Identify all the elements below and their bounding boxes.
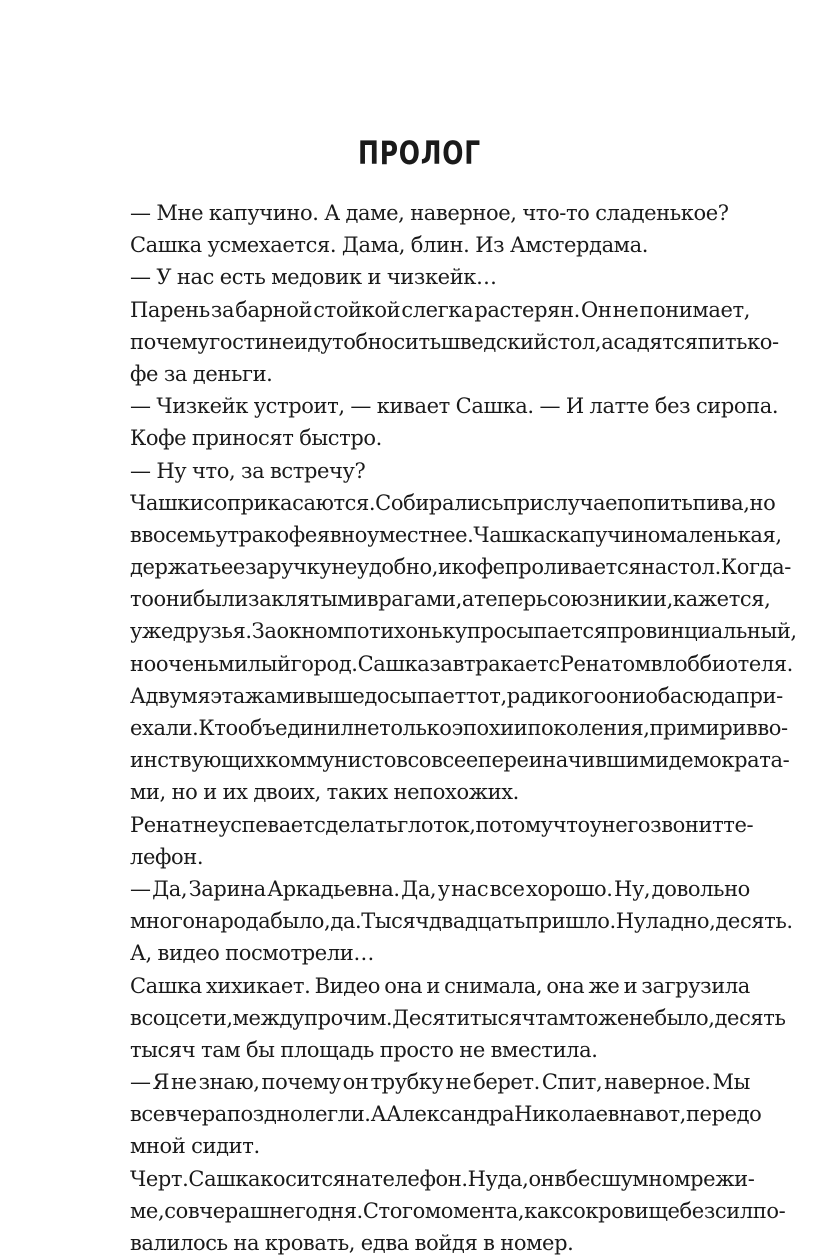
text-line: валилось на кровать, едва войдя в номер. — [130, 1231, 574, 1255]
text-line: много народа было, да. Тысяч двадцать пришло. Ну ладно, десять. — [130, 909, 793, 934]
text-line: — Мне капучино. А даме, наверное, что-то сладенькое? — [130, 201, 729, 225]
text-line: инствующих коммунистов со всее переиначившими демократа- — [130, 748, 790, 773]
text-line: фе за деньги. — [130, 361, 273, 386]
text-line: в восемь утра кофе явно уместнее. Чашка с капучино маленькая, — [130, 522, 782, 547]
text-line: уже друзья. За окном потихоньку просыпается провинциальный, — [130, 619, 797, 644]
text-line: Кофе приносят быстро. — [130, 426, 382, 451]
text-line: Ренат не успевает сделать глоток, потому что у него звонит те- — [130, 812, 754, 837]
text-line: держать ее за ручку неудобно, и кофе проливается на стол. Когда- — [130, 555, 791, 580]
text-line: — У нас есть медовик и чизкейк… — [130, 265, 497, 290]
chapter-title: ПРОЛОГ — [358, 134, 481, 172]
text-line: — Я не знаю, почему он трубку не берет. Спит, наверное. Мы — [130, 1070, 750, 1095]
text-line: но очень милый город. Сашка завтракает с Ренатом в лобби отеля. — [130, 651, 793, 676]
text-line: Черт. Сашка косится на телефон. Ну да, он в бесшумном режи- — [130, 1166, 755, 1191]
text-line: А двумя этажами выше досыпает тот, ради кого они оба сюда при- — [130, 683, 783, 708]
text-line: Чашки соприкасаются. Собирались при случае попить пива, но — [130, 490, 776, 515]
text-line: то они были заклятыми врагами, а теперь союзники и, кажется, — [130, 587, 771, 612]
text-line: — Да, Зарина Аркадьевна. Да, у нас все хорошо. Ну, довольно — [130, 876, 750, 901]
text-line: в соцсети, между прочим. Десяти тысяч там тоже не было, десять — [130, 1005, 786, 1030]
text-line: лефон. — [130, 844, 204, 869]
text-line: мной сидит. — [130, 1134, 260, 1159]
text-line: — Ну что, за встречу? — [130, 458, 366, 483]
text-line: ме, со вчерашнего дня. С того момента, как сокровище без сил по- — [130, 1198, 786, 1223]
text-line: Парень за барной стойкой слегка растерян. Он не понимает, — [130, 297, 750, 322]
text-line: тысяч там бы площадь просто не вместила. — [130, 1037, 598, 1062]
text-line: все вчера поздно легли. А Александра Николаевна вот, передо — [130, 1102, 762, 1127]
text-line: Сашка усмехается. Дама, блин. Из Амстердама. — [130, 233, 649, 258]
text-line: Сашка хихикает. Видео она и снимала, она же и загрузила — [130, 973, 750, 998]
text-line: ехали. Кто объединил не только эпохи и поколения, примирив во- — [130, 716, 788, 740]
text-line: ми, но и их двоих, таких непохожих. — [130, 780, 519, 805]
text-line: почему гости не идут обносить шведский стол, а садятся пить ко- — [130, 329, 779, 354]
text-line: А, видео посмотрели… — [130, 941, 374, 966]
text-line: — Чизкейк устроит, — кивает Сашка. — И латте без сиропа. — [130, 394, 779, 419]
body-text — [130, 197, 797, 1259]
